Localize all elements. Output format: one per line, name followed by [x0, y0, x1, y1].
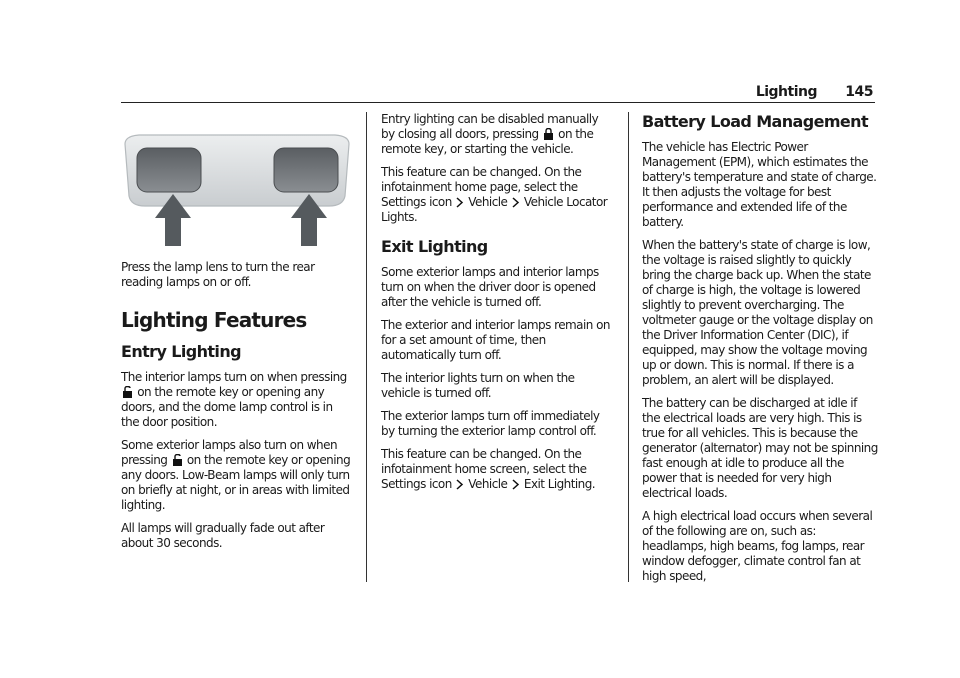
- unlock-key-icon: [122, 386, 133, 398]
- column-1: [121, 114, 353, 559]
- chevron-right-icon: [512, 479, 520, 490]
- column-2: [381, 112, 613, 500]
- reading-lamps-diagram: [119, 114, 355, 248]
- paragraph: The exterior and interior lamps remain on for a set amount of time, then automatically turn off.: [381, 318, 610, 362]
- subsection-heading: Entry Lighting: [121, 342, 241, 361]
- unlock-key-icon: [172, 454, 183, 466]
- paragraph: The exterior lamps turn off immediately by turning the exterior lamp control off.: [381, 409, 600, 438]
- header-page-number: 145: [845, 84, 873, 100]
- header-section-title: Lighting: [755, 84, 817, 100]
- chevron-right-icon: [512, 197, 520, 208]
- subsection-heading: Exit Lighting: [381, 237, 488, 256]
- paragraph: This feature can be changed. On the infotainment home page, select the Settings icon Vehicle Vehicle Locator Lights.: [381, 165, 608, 224]
- paragraph: A high electrical load occurs when several of the following are on, such as: headlamps, high beams, fog lamps, rear window defogger, climate control fan at high speed,: [642, 509, 873, 583]
- paragraph: When the battery's state of charge is low, the voltage is raised slightly to quickly bring the charge back up. When the state of charge is high, the voltage is lowered slightly to prevent overcharging. The voltmeter gauge or the voltage display on the Driver Information Center (DIC), if equipped, may show the voltage moving up or down. This is normal. If there is a problem, an alert will be displayed.: [642, 238, 873, 387]
- column-divider: [366, 112, 367, 582]
- paragraph: Entry lighting can be disabled manually by closing all doors, pressing on the remote key, or starting the vehicle.: [381, 112, 599, 156]
- paragraph: Some exterior lamps and interior lamps turn on when the driver door is opened after the vehicle is turned off.: [381, 265, 599, 309]
- paragraph: This feature can be changed. On the infotainment home screen, select the Settings icon Vehicle Exit Lighting.: [381, 447, 596, 491]
- column-3: [642, 112, 878, 592]
- page-header: [121, 84, 875, 103]
- paragraph: The battery can be discharged at idle if the electrical loads are very high. This is true for all vehicles. This is because the generator (alternator) may not be spinning fast enough at idle to produce all the power that is needed for very high electrical loads.: [642, 396, 878, 500]
- figure-caption: Press the lamp lens to turn the rear reading lamps on or off.: [121, 260, 315, 289]
- subsection-heading: Battery Load Management: [642, 112, 869, 131]
- section-heading: Lighting Features: [121, 308, 307, 332]
- paragraph: All lamps will gradually fade out after about 30 seconds.: [121, 521, 325, 550]
- reading-lamps-illustration: [119, 114, 355, 248]
- paragraph: Some exterior lamps also turn on when pressing on the remote key or opening any doors. Low-Beam lamps will only turn on briefly at night, or in areas with limited lighting.: [121, 438, 351, 512]
- paragraph: The interior lights turn on when the vehicle is turned off.: [381, 371, 575, 400]
- paragraph: The vehicle has Electric Power Management (EPM), which estimates the battery's temperature and state of charge. It then adjusts the voltage for best performance and extended life of the battery.: [642, 140, 877, 229]
- lock-key-icon: [543, 128, 554, 140]
- paragraph: The interior lamps turn on when pressing on the remote key or opening any doors, and the dome lamp control is in the door position.: [121, 370, 347, 429]
- column-divider: [628, 112, 629, 582]
- chevron-right-icon: [456, 479, 464, 490]
- chevron-right-icon: [456, 197, 464, 208]
